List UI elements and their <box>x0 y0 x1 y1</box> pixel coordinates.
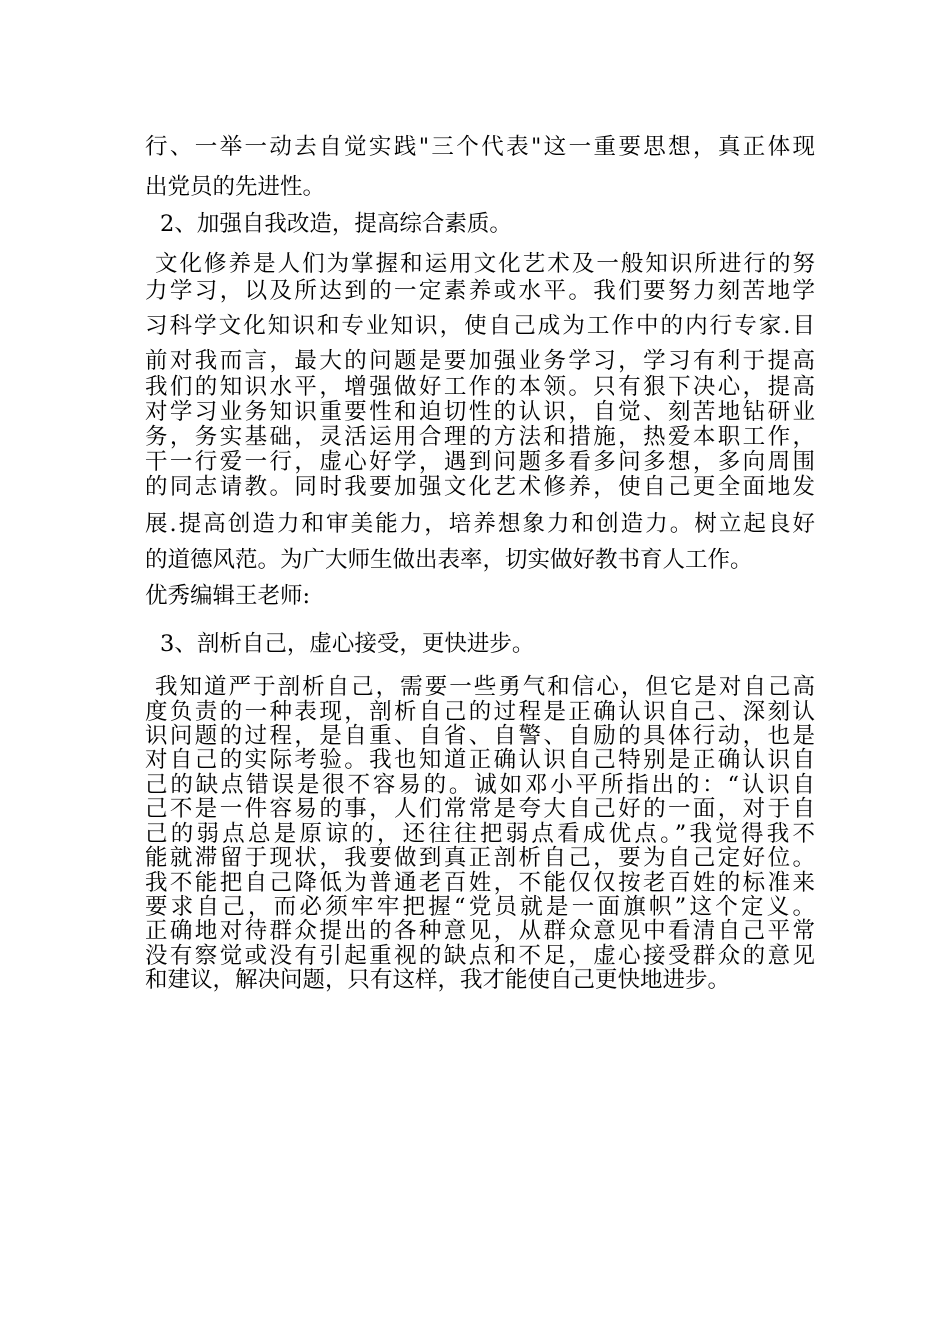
text-line: 己的弱点总是原谅的，还往往把弱点看成优点。”我觉得我不 <box>145 821 815 847</box>
text-line: 展.提高创造力和审美能力，培养想象力和创造力。树立起良好 <box>145 511 815 537</box>
text-line: 我们的知识水平，增强做好工作的本领。只有狠下决心，提高 <box>145 374 815 400</box>
text-line: 力学习，以及所达到的一定素养或水平。我们要努力刻苦地学 <box>145 278 815 304</box>
text-line: 没有察觉或没有引起重视的缺点和不足，虚心接受群众的意见 <box>145 943 815 969</box>
text-line: 习科学文化知识和专业知识，使自己成为工作中的内行专家.目 <box>145 313 815 339</box>
text-line: 对自己的实际考验。我也知道正确认识自己特别是正确认识自 <box>145 747 815 773</box>
text-line: 和建议，解决问题，只有这样，我才能使自己更快地进步。 <box>145 967 731 993</box>
text-line: 出党员的先进性。 <box>145 174 326 200</box>
text-line: 对学习业务知识重要性和迫切性的认识，自觉、刻苦地钻研业 <box>145 399 815 425</box>
text-line: 的道德风范。为广大师生做出表率，切实做好教书育人工作。 <box>145 547 753 573</box>
text-line: 识问题的过程，是自重、自省、自警、自励的具体行动，也是 <box>145 723 815 749</box>
text-line: 文化修养是人们为掌握和运用文化艺术及一般知识所进行的努 <box>155 251 815 277</box>
text-line: 我不能把自己降低为普通老百姓，不能仅仅按老百姓的标准来 <box>145 870 815 896</box>
text-line: 己不是一件容易的事，人们常常是夸大自己好的一面，对于自 <box>145 796 815 822</box>
text-line: 的同志请教。同时我要加强文化艺术修养，使自己更全面地发 <box>145 474 815 500</box>
section-heading: 2、加强自我改造，提高综合素质。 <box>160 211 512 237</box>
text-line: 己的缺点错误是很不容易的。诚如邓小平所指出的：“认识自 <box>145 772 815 798</box>
text-line: 度负责的一种表现，剖析自己的过程是正确认识自己、深刻认 <box>145 699 815 725</box>
text-line: 行、一举一动去自觉实践"三个代表"这一重要思想，真正体现 <box>145 134 815 160</box>
text-line: 能就滞留于现状，我要做到真正剖析自己，要为自己定好位。 <box>145 845 815 871</box>
section-heading: 3、剖析自己，虚心接受，更快进步。 <box>160 631 535 657</box>
text-line: 我知道严于剖析自己，需要一些勇气和信心，但它是对自己高 <box>155 674 815 700</box>
text-line: 正确地对待群众提出的各种意见，从群众意见中看清自己平常 <box>145 918 815 944</box>
text-line: 要求自己，而必须牢牢把握“党员就是一面旗帜”这个定义。 <box>145 894 815 920</box>
text-line: 务，务实基础，灵活运用合理的方法和措施，热爱本职工作， <box>145 424 815 450</box>
text-line: 干一行爱一行，虚心好学，遇到问题多看多问多想，多向周围 <box>145 449 815 475</box>
editor-signature: 优秀编辑王老师: <box>145 583 311 609</box>
text-line: 前对我而言，最大的问题是要加强业务学习，学习有利于提高 <box>145 348 815 374</box>
